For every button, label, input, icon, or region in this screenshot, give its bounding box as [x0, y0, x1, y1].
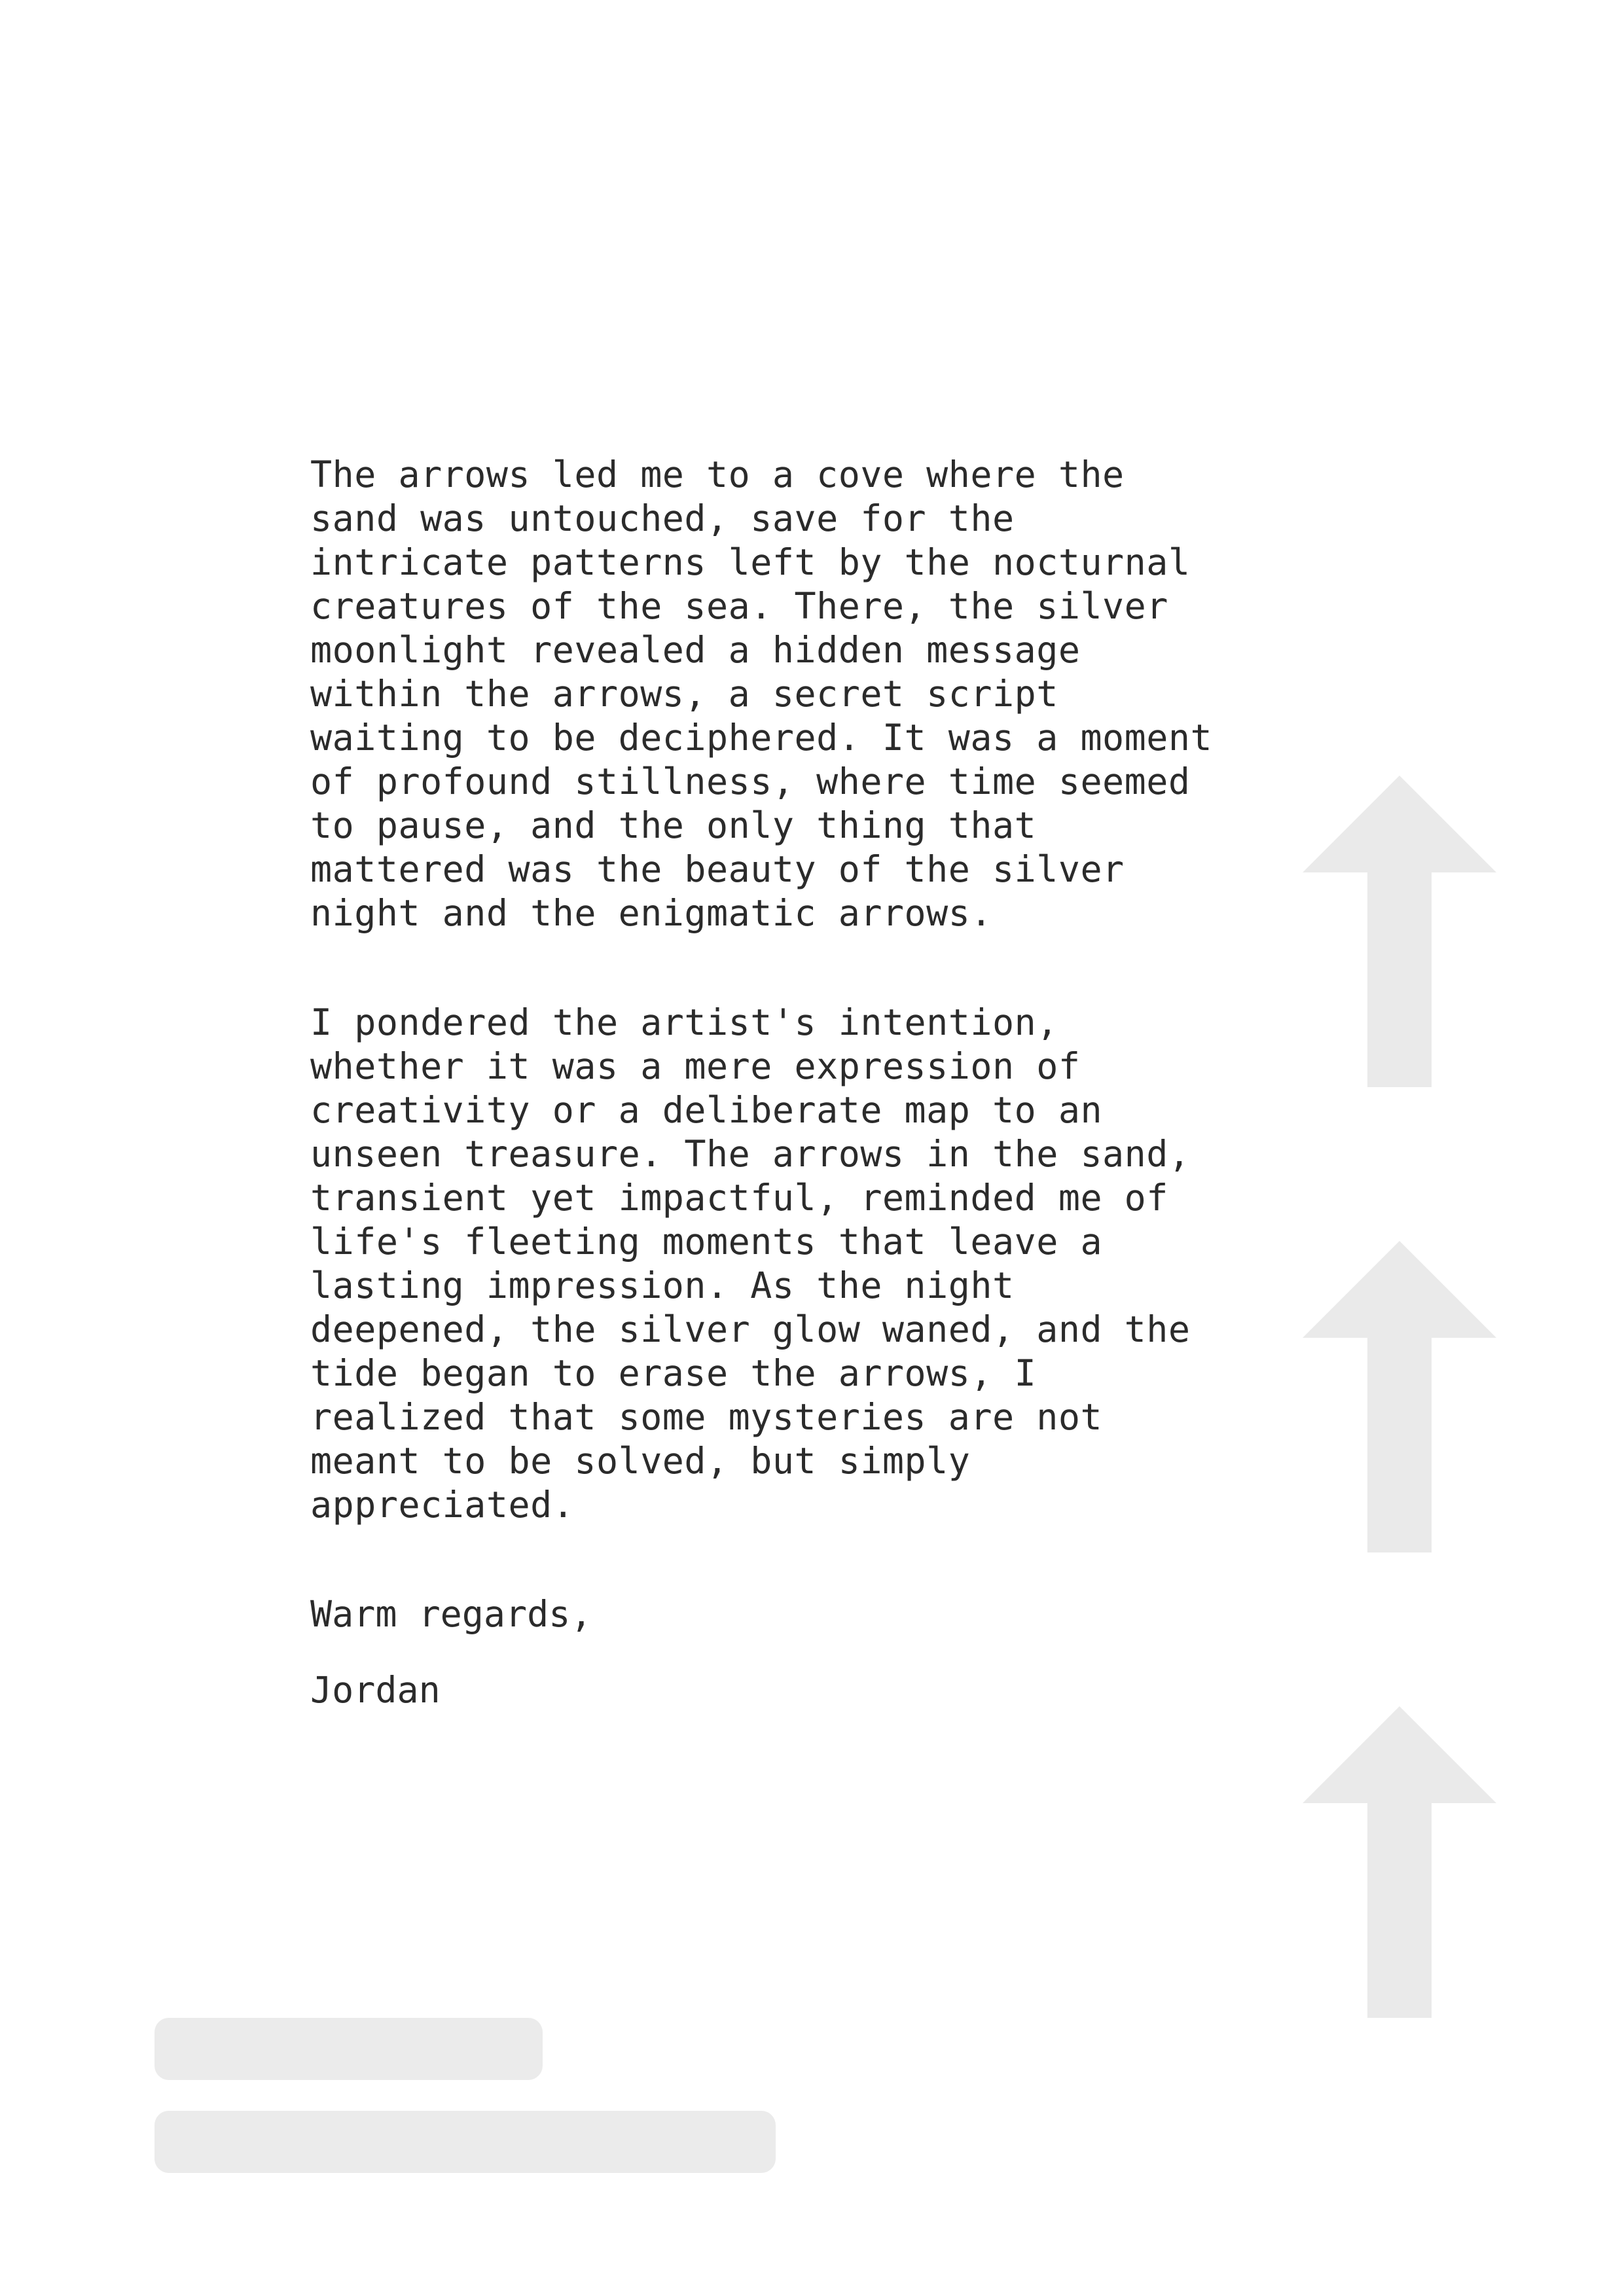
paragraph-2: I pondered the artist's intention, whether it was a mere expression of creativity or a deliberate map to an unseen treasure. The arrows in the sand, transient yet impactful, reminded me of life's fleeting moments that leave a lasting impression. As the night deepened, the silver glow waned, and the tide began to erase the arrows, I realized that some mysteries are not meant to be solved, but simply appreciated. [310, 1001, 1191, 1526]
letter-body [310, 453, 1292, 1712]
paragraph-1: The arrows led me to a cove where the sand was untouched, save for the intricate patterns left by the nocturnal creatures of the sea. There, the silver moonlight revealed a hidden message within the arrows, a secret script waiting to be deciphered. It was a moment of profound stillness, where time seemed to pause, and the only thing that mattered was the beauty of the silver night and the enigmatic arrows. [310, 454, 1213, 934]
signature: Jordan [310, 1669, 441, 1711]
closing: Warm regards, [310, 1593, 592, 1635]
up-arrow-icon [1303, 1241, 1496, 1552]
up-arrow-icon [1303, 1706, 1496, 2018]
placeholder-bar [154, 2018, 543, 2080]
up-arrow-icon [1303, 776, 1496, 1087]
placeholder-bar [154, 2111, 776, 2173]
